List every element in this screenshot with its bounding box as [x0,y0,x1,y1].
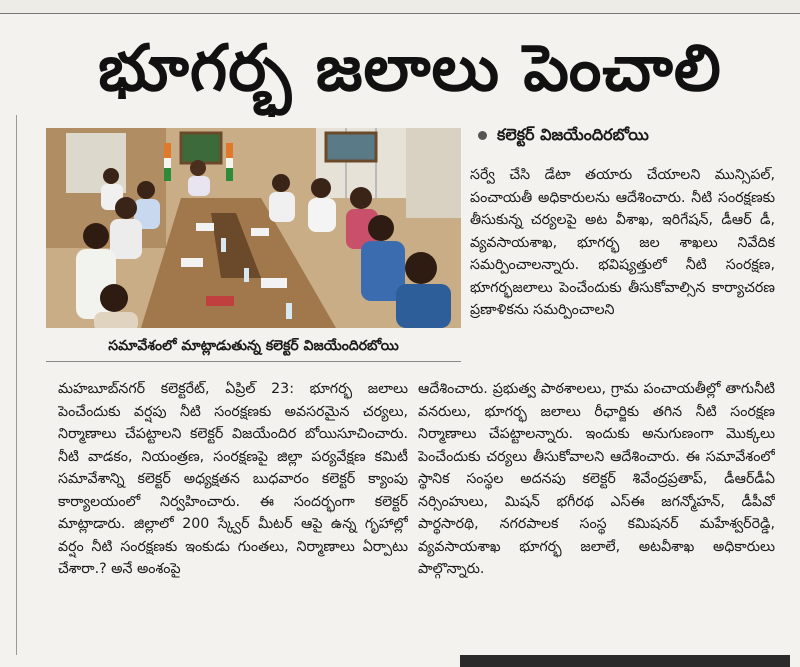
byline-text: కలెక్టర్ విజయేందిరబోయి [497,125,649,144]
article-text-left: మహబూబ్‌నగర్ కలెక్టరేట్, ఏప్రిల్ 23: భూగర్భ జలాలు పెంచేందుకు వర్షపు నీటి సంరక్షణకు అవసరమైన చర్యలు, నిర్మాణాలు చేపట్టాలని కలెక్టర్ విజయేందిర బోయిసూచించారు. నీటి వాడకం, నియంత్రణ, సంరక్షణపై జిల్లా పర్యవేక్షణ కమిటీ సమావేశాన్ని కలెక్టర్ అధ్యక్షతన బుధవారం కలెక్టర్ క్యాంపు కార్యాలయంలో నిర్వహించారు. ఈ సందర్భంగా కలెక్టర్ మాట్లాడారు. జిల్లాలో 200 స్క్వేర్ మీటర్ ఆపై ఉన్న గృహాల్లో వర్షం నీటి సంరక్షణకు ఇంకుడు గుంతలు, నిర్మాణాలు ఏర్పాటు చేశారా.? అనే అంశంపై [58,381,408,577]
article-text-right-top: సర్వే చేసి డేటా తయారు చేయాలని మున్సిపల్, పంచాయతీ అధికారులను ఆదేశించారు. నీటి సంరక్షణకు తీసుకున్న చర్యలపై అట వీశాఖ, ఇరిగేషన్, డీఆర్ డీ, వ్యవసాయశాఖ, భూగర్భ జల శాఖలు నివేదిక సమర్పించాలన్నారు. భవిష్యత్తులో నీటి సంరక్షణ, భూగర్భజలాలు పెంచేందుకు తీసుకోవాల్సిన కార్యాచరణ ప్రణాళికను సమర్పించాలని [470,167,775,318]
next-article-strip [460,655,790,667]
meeting-photo [46,128,461,328]
byline [478,122,778,148]
photo-caption: సమావేశంలో మాట్లాడుతున్న కలెక్టర్ విజయేందిరబోయి [46,331,461,362]
bullet-icon [478,131,487,140]
article-text-right-bottom: ఆదేశించారు. ప్రభుత్వ పాఠశాలలు, గ్రామ పంచాయతీల్లో తాగునీటి వనరులు, భూగర్భ జలాలు రీఛార్జికు తగిన నీటి సంరక్షణ నిర్మాణాలు చేపట్టాలన్నారు. ఇందుకు అనుగుణంగా మొక్కలు పెంచేందుకు చర్యలు తీసుకోవాలని ఆదేశించారు. ఈ సమావేశంలో స్థానిక సంస్థల అదనపు కలెక్టర్ శివేంద్రప్రతాప్, డీఆర్‌డీఏ నర్సింహులు, మిషన్ భగీరథ ఎస్ఈ జగన్మోహన్, డీపీవో పార్థసారథి, నగరపాలక సంస్థ కమిషనర్ మహేశ్వర్‌రెడ్డి, వ్యవసాయశాఖ భూగర్భ జలాలే, అటవీశాఖ అధికారులు పాల్గొన్నారు. [418,381,775,577]
headline: భూగర్భ జలాలు పెంచాలి [98,32,722,106]
column-rule [16,115,17,655]
previous-article-strip [0,0,800,14]
